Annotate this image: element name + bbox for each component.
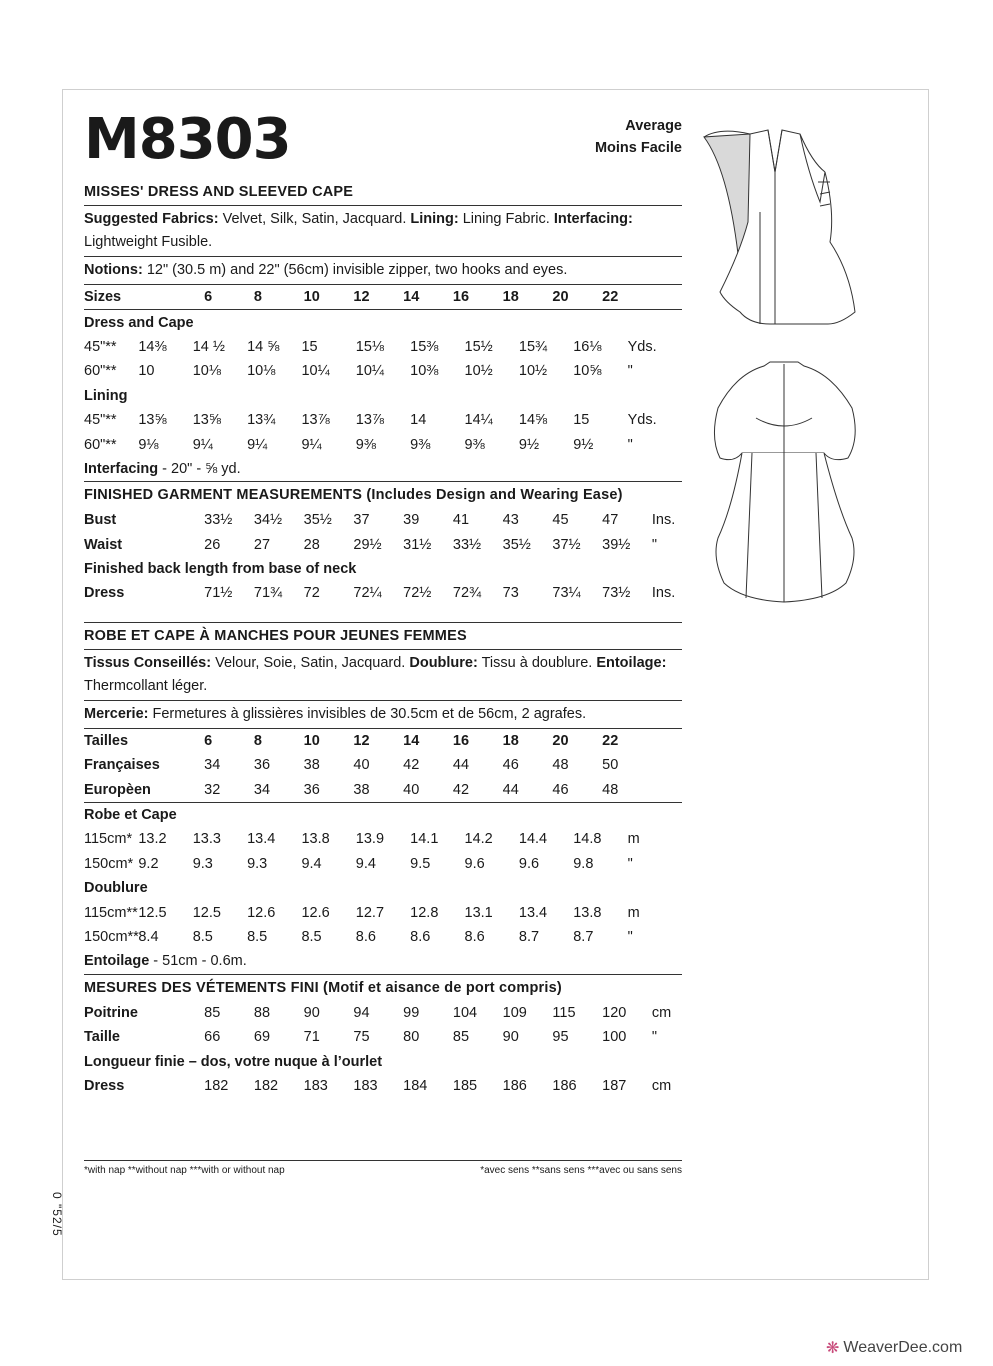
pattern-content [84,105,682,1098]
value-cell: 39 [403,512,420,529]
entoilage-row: Entoilage - 51cm - 0.6m. [84,953,247,970]
value-cell: 109 [502,1004,527,1021]
french-measurements-table [84,1001,682,1099]
size-cell: 18 [502,289,519,306]
value-cell: 71¾ [253,585,283,602]
size-cell: 16 [452,289,470,306]
value-cell: 9.5 [410,855,431,872]
value-cell: 90 [303,1004,320,1021]
value-cell: 12.6 [301,904,330,921]
value-cell: 36 [303,781,320,798]
value-cell: 13.8 [573,904,602,921]
value-cell: 13.3 [192,831,221,848]
value-cell: 13⅞ [355,412,385,429]
size-cell: 8 [253,289,262,306]
butterfly-icon: ❋ [826,1340,840,1357]
value-cell: 8.7 [518,929,540,945]
value-cell: 9½ [518,436,540,453]
value-cell: 44 [502,781,519,798]
value-cell: 15½ [464,338,493,355]
french-finished-title: MESURES DES VÉTEMENTS FINI (Motif et aisance de port compris) [84,979,562,996]
table-row [84,581,682,605]
value-cell: 14¼ [464,412,493,429]
value-cell: 31½ [403,536,432,553]
table-row [84,852,682,876]
row-label: 45"** [84,338,117,355]
unit-cell: m [627,831,640,848]
value-cell: 14 [410,412,427,429]
row-label: Europèen [84,781,151,798]
value-cell: 13⅝ [138,412,167,429]
value-cell: 45 [552,512,569,529]
value-cell: 120 [602,1004,627,1021]
table-row [84,533,682,557]
pattern-code: M8303 [84,107,291,172]
value-cell: 33½ [452,536,482,553]
value-cell: 13.9 [355,831,385,848]
value-cell: 9¼ [301,436,322,453]
value-cell: 9.6 [518,855,540,872]
value-cell: 14⅝ [518,412,548,429]
french-yardage-table [84,803,682,974]
french-fabrics: Tissus Conseillés: Velour, Soie, Satin, Jacquard. Doublure: Tissu à doublure. Entoilage: Thermcollant léger. [84,654,667,694]
size-cell: 22 [602,289,619,306]
value-cell: 13⅝ [192,412,221,429]
value-cell: 35½ [303,512,332,529]
value-cell: 10 [303,732,320,749]
value-cell: 10¼ [355,363,385,380]
value-cell: 88 [253,1004,271,1021]
table-row [84,1001,682,1025]
value-cell: 72¼ [353,585,382,602]
value-cell: 95 [552,1029,569,1046]
value-cell: 13.8 [301,831,330,848]
table-row [84,753,682,777]
value-cell: 40 [403,781,420,798]
value-cell: 22 [602,732,619,749]
value-cell: 9.4 [301,855,322,872]
value-cell: 28 [303,536,320,553]
value-cell: 8.7 [573,929,594,945]
value-cell: 20 [552,732,569,749]
value-cell: 115 [552,1004,576,1021]
table-row [84,827,682,851]
doublure-label: Doublure [84,880,148,897]
value-cell: 14.2 [464,831,493,848]
value-cell: 13.2 [138,831,167,848]
value-cell: 69 [253,1029,271,1046]
value-cell: 183 [303,1077,328,1094]
side-code: 0 "52/5 [50,1192,64,1237]
size-cell: 12 [353,289,370,306]
row-label: Poitrine [84,1004,138,1021]
back-length-label: Finished back length from base of neck [84,561,357,578]
english-title: MISSES' DRESS AND SLEEVED CAPE [84,184,354,200]
unit-cell: " [627,436,633,453]
value-cell: 182 [204,1077,229,1094]
value-cell: 41 [452,512,470,529]
value-cell: 13.1 [464,904,493,921]
unit-cell: Yds. [627,338,657,355]
value-cell: 8.5 [192,929,213,945]
row-label: 150cm** [84,929,139,945]
value-cell: 85 [204,1004,221,1021]
front-view-illustration [700,112,860,332]
table-row [84,777,682,801]
value-cell: 73 [502,585,519,602]
site-logo [826,1338,962,1358]
table-row [84,432,682,456]
value-cell: 85 [452,1029,470,1046]
value-cell: 72½ [403,585,432,602]
value-cell: 48 [602,781,619,798]
value-cell: 8.4 [138,929,159,945]
value-cell: 40 [353,757,370,774]
unit-cell: Ins. [651,585,676,602]
value-cell: 47 [602,512,619,529]
french-notions: Mercerie: Fermetures à glissières invisibles de 30.5cm et de 56cm, 2 agrafes. [84,705,587,722]
value-cell: 10½ [518,363,548,380]
value-cell: 14 ⅝ [247,338,280,355]
table-row [84,408,682,432]
english-sizes-table [84,285,682,309]
value-cell: 16⅛ [573,338,602,355]
value-cell: 12.5 [138,904,167,921]
value-cell: 73¼ [552,585,581,602]
table-row [84,359,682,383]
value-cell: 9.3 [247,855,268,872]
value-cell: 14 ½ [192,338,225,355]
value-cell: 42 [403,757,420,774]
value-cell: 12.8 [410,904,439,921]
english-finished-title: FINISHED GARMENT MEASUREMENTS (Includes Design and Wearing Ease) [84,487,623,504]
value-cell: 90 [502,1029,519,1046]
value-cell: 9.3 [192,855,213,872]
value-cell: 32 [204,781,221,798]
row-label: 60"** [84,436,117,453]
value-cell: 12 [353,732,370,749]
back-view-illustration [712,358,860,610]
value-cell: 9.8 [573,855,594,872]
unit-cell: m [627,904,640,921]
value-cell: 27 [253,536,271,553]
value-cell: 8.6 [410,929,431,945]
value-cell: 71½ [204,585,233,602]
value-cell: 34 [253,781,271,798]
value-cell: 14.8 [573,831,602,848]
value-cell: 39½ [602,536,631,553]
row-label: Tailles [84,732,129,749]
unit-cell: " [627,929,633,945]
table-row [84,925,682,949]
value-cell: 29½ [353,536,382,553]
unit-cell: Yds. [627,412,657,429]
french-title: ROBE ET CAPE À MANCHES POUR JEUNES FEMMES [84,627,467,644]
size-cell: 20 [552,289,569,306]
unit-cell: " [627,363,633,380]
english-fabrics: Suggested Fabrics: Velvet, Silk, Satin, Jacquard. Lining: Lining Fabric. Interfacing: Lightweight Fusible. [84,211,633,250]
value-cell: 46 [552,781,569,798]
value-cell: 9⅜ [355,436,376,453]
value-cell: 48 [552,757,569,774]
difficulty-label [595,115,682,159]
dress-cape-label: Dress and Cape [84,314,194,331]
value-cell: 38 [353,781,370,798]
value-cell: 186 [502,1077,527,1094]
row-label: 115cm* [84,831,133,848]
value-cell: 9.6 [464,855,485,872]
value-cell: 9⅜ [410,436,431,453]
value-cell: 8.6 [355,929,376,945]
english-notions: Notions: 12" (30.5 m) and 22" (56cm) invisible zipper, two hooks and eyes. [84,262,568,278]
sizes-row [84,285,682,309]
value-cell: 36 [253,757,271,774]
value-cell: 185 [452,1077,478,1094]
value-cell: 6 [204,732,213,749]
table-row [84,1074,682,1098]
value-cell: 80 [403,1029,420,1046]
value-cell: 14⅜ [138,338,167,355]
value-cell: 182 [253,1077,279,1094]
value-cell: 10⅛ [247,363,276,380]
value-cell: 15 [301,338,318,355]
row-label: Françaises [84,757,160,774]
unit-cell: " [651,1029,658,1046]
table-row [84,1025,682,1049]
difficulty-en: Average [625,118,682,134]
value-cell: 75 [353,1029,370,1046]
value-cell: 12.6 [247,904,276,921]
value-cell: 10⅛ [192,363,221,380]
value-cell: 15 [573,412,590,429]
value-cell: 187 [602,1077,627,1094]
value-cell: 94 [353,1004,370,1021]
value-cell: 14 [403,732,420,749]
value-cell: 100 [602,1029,627,1046]
value-cell: 9⅜ [464,436,485,453]
unit-cell: cm [651,1077,672,1094]
value-cell: 26 [204,536,221,553]
value-cell: 10½ [464,363,493,380]
row-label: Taille [84,1029,120,1046]
sizes-label: Sizes [84,289,122,306]
value-cell: 186 [552,1077,577,1094]
value-cell: 71 [303,1029,320,1046]
value-cell: 9⅛ [138,436,159,453]
value-cell: 14.1 [410,831,439,848]
unit-cell: " [651,536,658,553]
value-cell: 34½ [253,512,283,529]
table-row [84,900,682,924]
value-cell: 34 [204,757,221,774]
value-cell: 38 [303,757,320,774]
difficulty-fr: Moins Facile [594,140,682,156]
value-cell: 15¾ [518,338,548,355]
value-cell: 16 [452,732,470,749]
value-cell: 46 [502,757,519,774]
back-length-label-fr: Longueur finie – dos, votre nuque à l’ourlet [84,1053,383,1070]
footnote-fr: *avec sens **sans sens ***avec ou sans sens [480,1165,682,1176]
value-cell: 8.6 [464,929,485,945]
value-cell: 15⅜ [410,338,439,355]
row-label: 115cm** [84,904,138,921]
value-cell: 9¼ [192,436,213,453]
value-cell: 184 [403,1077,428,1094]
size-cell: 10 [303,289,320,306]
value-cell: 72 [303,585,320,602]
unit-cell: cm [651,1004,672,1021]
row-label: 150cm* [84,855,134,872]
row-label: Bust [84,512,117,529]
value-cell: 8.5 [247,929,268,945]
value-cell: 50 [602,757,619,774]
value-cell: 9¼ [247,436,268,453]
row-label: Waist [84,536,123,553]
value-cell: 12.5 [192,904,221,921]
value-cell: 18 [502,732,519,749]
footnotes [84,1160,682,1181]
value-cell: 9.4 [355,855,376,872]
value-cell: 72¾ [452,585,482,602]
unit-cell: " [627,855,633,872]
value-cell: 8.5 [301,929,322,945]
row-label: 60"** [84,363,117,380]
row-label: 45"** [84,412,117,429]
logo-text: WeaverDee.com [843,1339,963,1356]
value-cell: 13⅞ [301,412,330,429]
robe-cape-label: Robe et Cape [84,807,177,824]
value-cell: 66 [204,1029,221,1046]
value-cell: 13¾ [247,412,276,429]
row-label: Dress [84,585,125,602]
value-cell: 37½ [552,536,581,553]
value-cell: 33½ [204,512,233,529]
value-cell: 9½ [573,436,594,453]
value-cell: 42 [452,781,470,798]
table-row [84,508,682,532]
value-cell: 10¼ [301,363,330,380]
french-sizes-table [84,729,682,802]
value-cell: 37 [353,512,370,529]
table-row [84,335,682,359]
lining-label: Lining [84,387,128,404]
value-cell: 183 [353,1077,378,1094]
english-measurements-table [84,508,682,606]
value-cell: 10⅜ [410,363,439,380]
english-yardage-table [84,310,682,481]
value-cell: 9.2 [138,855,159,872]
interfacing-row: Interfacing - 20" - ⅝ yd. [84,460,241,477]
value-cell: 8 [253,732,262,749]
footnote-en: *with nap **without nap ***with or without nap [84,1165,285,1176]
value-cell: 73½ [602,585,631,602]
value-cell: 104 [452,1004,478,1021]
row-label: Dress [84,1077,125,1094]
value-cell: 43 [502,512,519,529]
size-cell: 6 [204,289,213,306]
value-cell: 12.7 [355,904,385,921]
value-cell: 10 [138,363,155,380]
value-cell: 35½ [502,536,531,553]
unit-cell: Ins. [651,512,676,529]
value-cell: 15⅛ [355,338,385,355]
value-cell: 99 [403,1004,420,1021]
value-cell: 13.4 [518,904,548,921]
value-cell: 44 [452,757,470,774]
value-cell: 10⅝ [573,363,602,380]
table-row [84,729,682,753]
size-cell: 14 [403,289,420,306]
value-cell: 14.4 [518,831,548,848]
value-cell: 13.4 [247,831,276,848]
